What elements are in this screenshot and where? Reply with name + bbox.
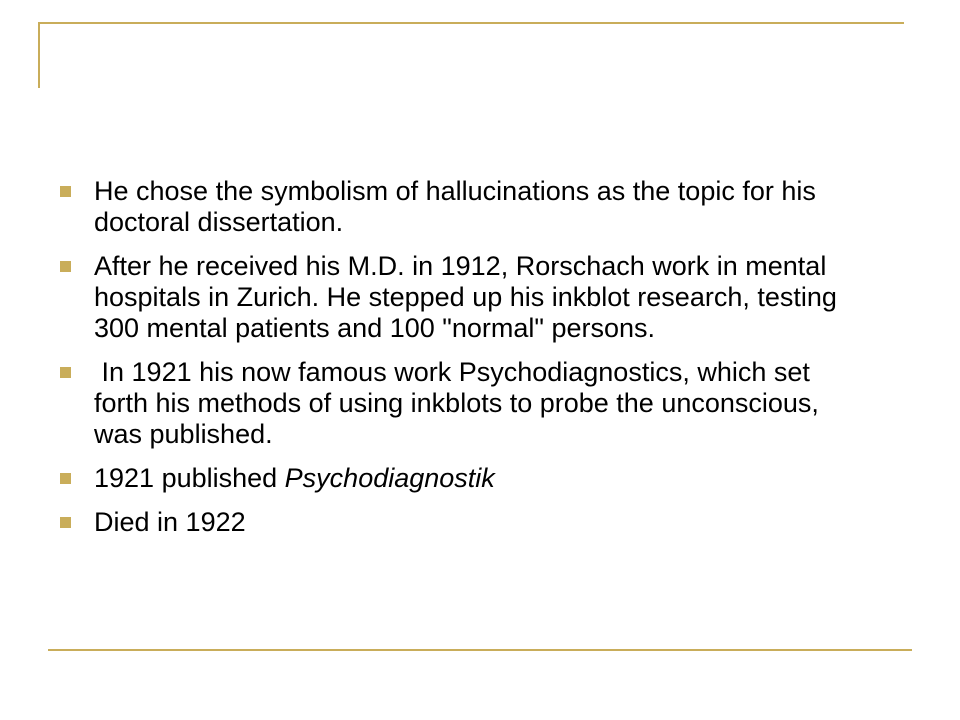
square-bullet-icon (60, 517, 71, 528)
bullet-item-dissertation (60, 176, 860, 238)
bottom-rule-divider (48, 649, 912, 651)
bullet-item-md-zurich (60, 251, 860, 344)
bullet-item-published (60, 463, 860, 494)
bullet-text: Died in 1922 (94, 507, 246, 537)
square-bullet-icon (60, 261, 71, 272)
bullet-text: After he received his M.D. in 1912, Rorschach work in mental hospitals in Zurich. He stepped up his inkblot research, testing 300 mental patients and 100 "normal" persons. (94, 251, 837, 343)
bullet-text: In 1921 his now famous work Psychodiagnostics, which set forth his methods of using inkblots to probe the unconscious, was published. (94, 357, 827, 449)
book-title: Psychodiagnostik (284, 463, 495, 493)
square-bullet-icon (60, 367, 71, 378)
bullet-list (60, 176, 860, 551)
bullet-text-prefix: 1921 published (94, 463, 285, 493)
bullet-item-psychodiagnostics (60, 357, 860, 450)
square-bullet-icon (60, 186, 71, 197)
square-bullet-icon (60, 473, 71, 484)
bullet-item-died (60, 507, 860, 538)
bullet-text: He chose the symbolism of hallucinations as the topic for his doctoral dissertation. (94, 176, 816, 237)
top-rule-divider (40, 22, 904, 24)
left-rule-divider (38, 22, 40, 88)
